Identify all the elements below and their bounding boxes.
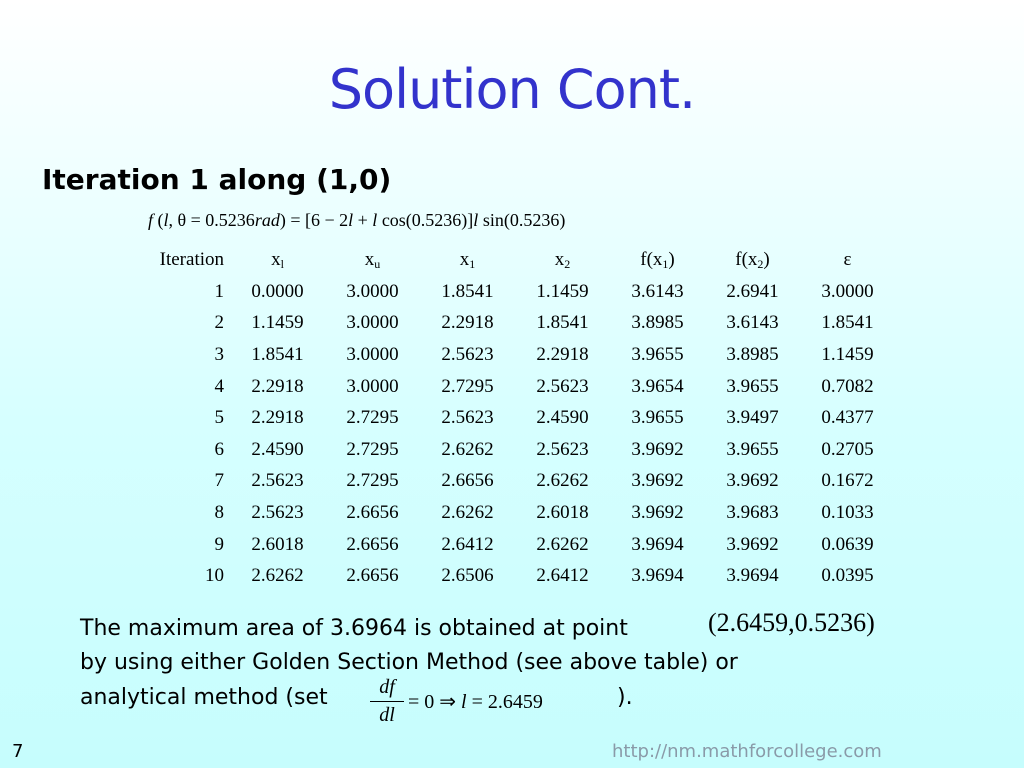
value-cell: 2.7295	[346, 470, 399, 492]
value-cell: 3.6143	[726, 312, 779, 334]
optimal-point: (2.6459,0.5236)	[708, 608, 875, 637]
table-row	[136, 339, 895, 371]
value-cell: 2.5623	[251, 501, 304, 523]
iteration-cell: 5	[214, 407, 224, 429]
value-cell: 2.6262	[251, 565, 304, 587]
golden-section-table	[136, 244, 895, 592]
value-cell: 2.6262	[441, 438, 494, 460]
value-cell: 0.1033	[821, 501, 874, 523]
value-cell: 3.9692	[726, 533, 779, 555]
value-cell: 3.9694	[631, 565, 684, 587]
value-cell: 3.6143	[631, 280, 684, 302]
value-cell: 1.8541	[251, 343, 304, 365]
derivative-fraction	[370, 676, 404, 727]
value-cell: 2.6018	[536, 501, 589, 523]
value-cell: 2.6656	[346, 501, 399, 523]
formula-cos: cos(0.5236)]	[377, 210, 474, 230]
iteration-cell: 6	[214, 438, 224, 460]
value-cell: 2.6656	[441, 470, 494, 492]
fraction-numerator: df	[379, 676, 395, 698]
formula-l4: l	[473, 210, 479, 230]
value-cell: 3.8985	[726, 343, 779, 365]
iteration-cell: 7	[214, 470, 224, 492]
value-cell: 3.9654	[631, 375, 684, 397]
value-cell: 3.0000	[346, 312, 399, 334]
header-xl: $x_l$	[271, 248, 284, 271]
value-cell: 0.0000	[251, 280, 304, 302]
table-body	[136, 276, 895, 592]
derivative-equation	[408, 689, 543, 714]
formula-open: (	[153, 210, 164, 230]
value-cell: 2.6656	[346, 533, 399, 555]
formula-eq: ) = [6 − 2	[279, 210, 349, 230]
value-cell: 3.9692	[726, 470, 779, 492]
value-cell: 2.5623	[251, 470, 304, 492]
formula-l: l	[163, 210, 169, 230]
value-cell: 2.6018	[251, 533, 304, 555]
header-x2: $x_2$	[554, 248, 571, 271]
value-cell: 2.6412	[536, 565, 589, 587]
value-cell: 2.4590	[536, 407, 589, 429]
value-cell: 1.8541	[821, 312, 874, 334]
value-cell: 0.1672	[821, 470, 874, 492]
table-row	[136, 560, 895, 592]
value-cell: 3.9655	[726, 438, 779, 460]
value-cell: 3.9497	[726, 407, 779, 429]
value-cell: 0.4377	[821, 407, 874, 429]
conclusion-line-3: analytical method (set	[80, 685, 328, 710]
value-cell: 3.9683	[726, 501, 779, 523]
formula-theta: , θ = 0.5236	[168, 210, 255, 230]
table-row	[136, 466, 895, 498]
table-row	[136, 276, 895, 308]
value-cell: 2.2918	[441, 312, 494, 334]
value-cell: 3.9655	[726, 375, 779, 397]
formula-sin: sin(0.5236)	[478, 210, 566, 230]
iteration-cell: 9	[214, 533, 224, 555]
objective-formula	[148, 210, 565, 231]
value-cell: 2.6262	[536, 470, 589, 492]
value-cell: 1.8541	[441, 280, 494, 302]
header-iteration: Iteration	[159, 249, 224, 270]
value-cell: 2.6262	[441, 501, 494, 523]
value-cell: 0.0395	[821, 565, 874, 587]
table-row	[136, 434, 895, 466]
table-row	[136, 497, 895, 529]
value-cell: 2.5623	[536, 375, 589, 397]
value-cell: 1.1459	[251, 312, 304, 334]
formula-l3: l	[372, 210, 378, 230]
value-cell: 3.0000	[346, 280, 399, 302]
value-cell: 2.7295	[441, 375, 494, 397]
iteration-cell: 8	[214, 501, 224, 523]
value-cell: 2.6941	[726, 280, 779, 302]
value-cell: 2.7295	[346, 407, 399, 429]
eq-mid: = 0 ⇒	[408, 691, 462, 713]
footer-url[interactable]: http://nm.mathforcollege.com	[612, 741, 882, 762]
page-number: 7	[12, 741, 24, 762]
header-x1: $x_1$	[459, 248, 476, 271]
value-cell: 1.1459	[536, 280, 589, 302]
value-cell: 2.6506	[441, 565, 494, 587]
eq-end: = 2.6459	[466, 691, 543, 713]
formula-f: f	[148, 210, 154, 230]
table-header-row	[136, 244, 895, 276]
iteration-heading: Iteration 1 along (1,0)	[42, 163, 392, 196]
header-fx2: $f(x_2)$	[735, 248, 770, 271]
iteration-cell: 2	[214, 312, 224, 334]
value-cell: 0.2705	[821, 438, 874, 460]
value-cell: 3.0000	[346, 375, 399, 397]
iteration-cell: 4	[214, 375, 224, 397]
formula-rad: rad	[254, 210, 280, 230]
value-cell: 2.7295	[346, 438, 399, 460]
value-cell: 2.4590	[251, 438, 304, 460]
value-cell: 3.9694	[631, 533, 684, 555]
value-cell: 3.9692	[631, 438, 684, 460]
conclusion-line-1: The maximum area of 3.6964 is obtained at point	[80, 616, 628, 641]
fraction-bar	[370, 701, 404, 702]
value-cell: 3.9655	[631, 407, 684, 429]
value-cell: 2.6412	[441, 533, 494, 555]
value-cell: 3.0000	[821, 280, 874, 302]
value-cell: 0.0639	[821, 533, 874, 555]
value-cell: 3.9694	[726, 565, 779, 587]
fraction-denominator: dl	[379, 704, 395, 726]
table-row	[136, 402, 895, 434]
iteration-cell: 1	[214, 280, 224, 302]
value-cell: 2.2918	[251, 375, 304, 397]
conclusion-line-2: by using either Golden Section Method (see above table) or	[80, 650, 738, 675]
value-cell: 2.6262	[536, 533, 589, 555]
value-cell: 1.8541	[536, 312, 589, 334]
value-cell: 2.6656	[346, 565, 399, 587]
iteration-cell: 3	[214, 343, 224, 365]
table-row	[136, 529, 895, 561]
value-cell: 2.5623	[441, 407, 494, 429]
iteration-cell: 10	[205, 565, 224, 587]
value-cell: 2.5623	[536, 438, 589, 460]
value-cell: 2.5623	[441, 343, 494, 365]
value-cell: 0.7082	[821, 375, 874, 397]
value-cell: 3.9655	[631, 343, 684, 365]
eq-l: l	[461, 691, 467, 713]
value-cell: 3.9692	[631, 470, 684, 492]
value-cell: 1.1459	[821, 343, 874, 365]
formula-l2: l	[348, 210, 354, 230]
value-cell: 3.0000	[346, 343, 399, 365]
table-row	[136, 308, 895, 340]
header-xu: $x_u$	[364, 248, 381, 271]
slide-title: Solution Cont.	[328, 58, 696, 121]
value-cell: 3.8985	[631, 312, 684, 334]
table-row	[136, 371, 895, 403]
value-cell: 3.9692	[631, 501, 684, 523]
header-epsilon: ε	[843, 249, 852, 270]
value-cell: 2.2918	[251, 407, 304, 429]
conclusion-close: ).	[617, 685, 633, 710]
formula-plus: +	[353, 210, 373, 230]
value-cell: 2.2918	[536, 343, 589, 365]
header-fx1: $f(x_1)$	[640, 248, 675, 271]
